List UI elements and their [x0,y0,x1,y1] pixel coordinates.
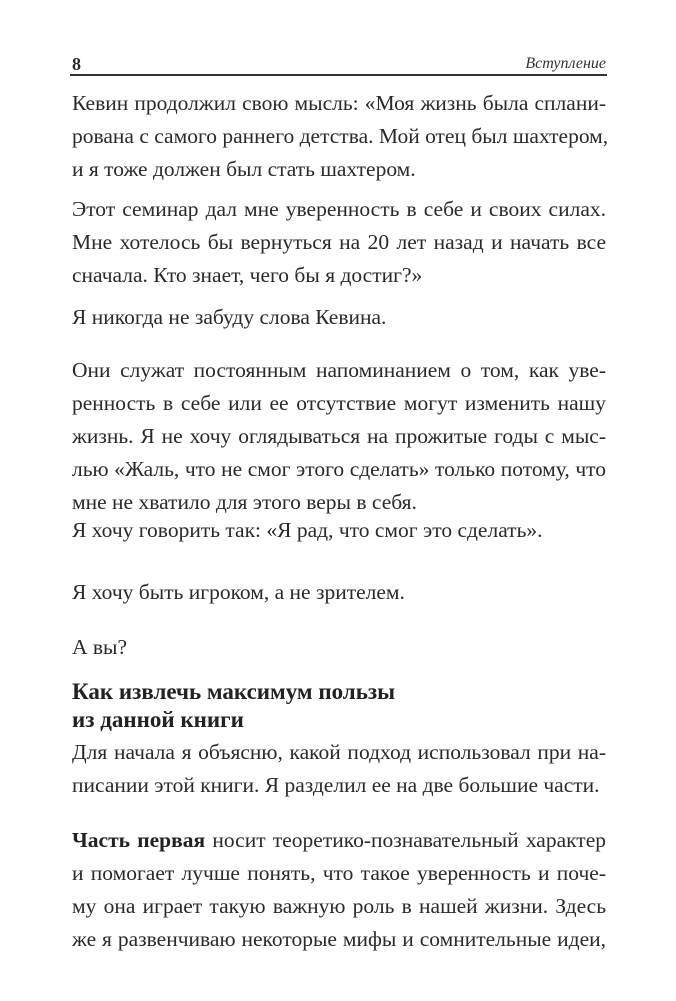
text-line: Я хочу говорить так: «Я рад, что смог это сделать». [72,518,543,542]
text-line: Кевин продолжил свою мысль: «Моя жизнь была сплани- [72,91,606,115]
page-number: 8 [72,54,81,74]
text-line: Мне хотелось бы вернуться на 20 лет назад и начать все [72,230,606,254]
text-line: писании этой книги. Я разделил ее на две большие части. [72,773,600,797]
bold-term: Часть первая [72,828,206,852]
text-line: жизнь. Я не хочу оглядываться на прожитые годы с мыс- [72,424,606,448]
text-line: Этот семинар дал мне уверенность в себе и своих силах. [72,197,606,221]
text-line: Они служат постоянным напоминанием о том, как уве- [72,358,606,382]
running-header: Вступление [525,55,606,72]
text-line: рована с самого раннего детства. Мой отец был шахтером, [72,124,609,148]
text-line: Я хочу быть игроком, а не зрителем. [72,580,405,604]
text-line: ренность в себе или ее отсутствие могут изменить нашу [72,391,606,415]
text-line: А вы? [72,635,128,659]
text-line: сначала. Кто знает, чего бы я достиг?» [72,263,423,287]
text-line: и помогает лучше понять, что такое уверенность и поче- [72,861,606,885]
text-span: носит теоретико-познавательный характер [205,828,606,852]
text-line: Я никогда не забуду слова Кевина. [72,305,387,329]
text-line: Для начала я объясню, какой подход использовал при на- [72,740,606,764]
section-heading: из данной книги [72,707,244,732]
text-line: му она играет такую важную роль в нашей жизни. Здесь [72,894,606,918]
header-rule [70,74,607,76]
text-line: лью «Жаль, что не смог этого сделать» только потому, что [72,457,606,481]
section-heading: Как извлечь максимум пользы [72,679,396,704]
text-line: и я тоже должен был стать шахтером. [72,157,416,181]
text-line [72,826,606,854]
text-line: мне не хватило для этого веры в себя. [72,490,417,514]
text-line: же я развенчиваю некоторые мифы и сомнительные идеи, [72,927,606,951]
